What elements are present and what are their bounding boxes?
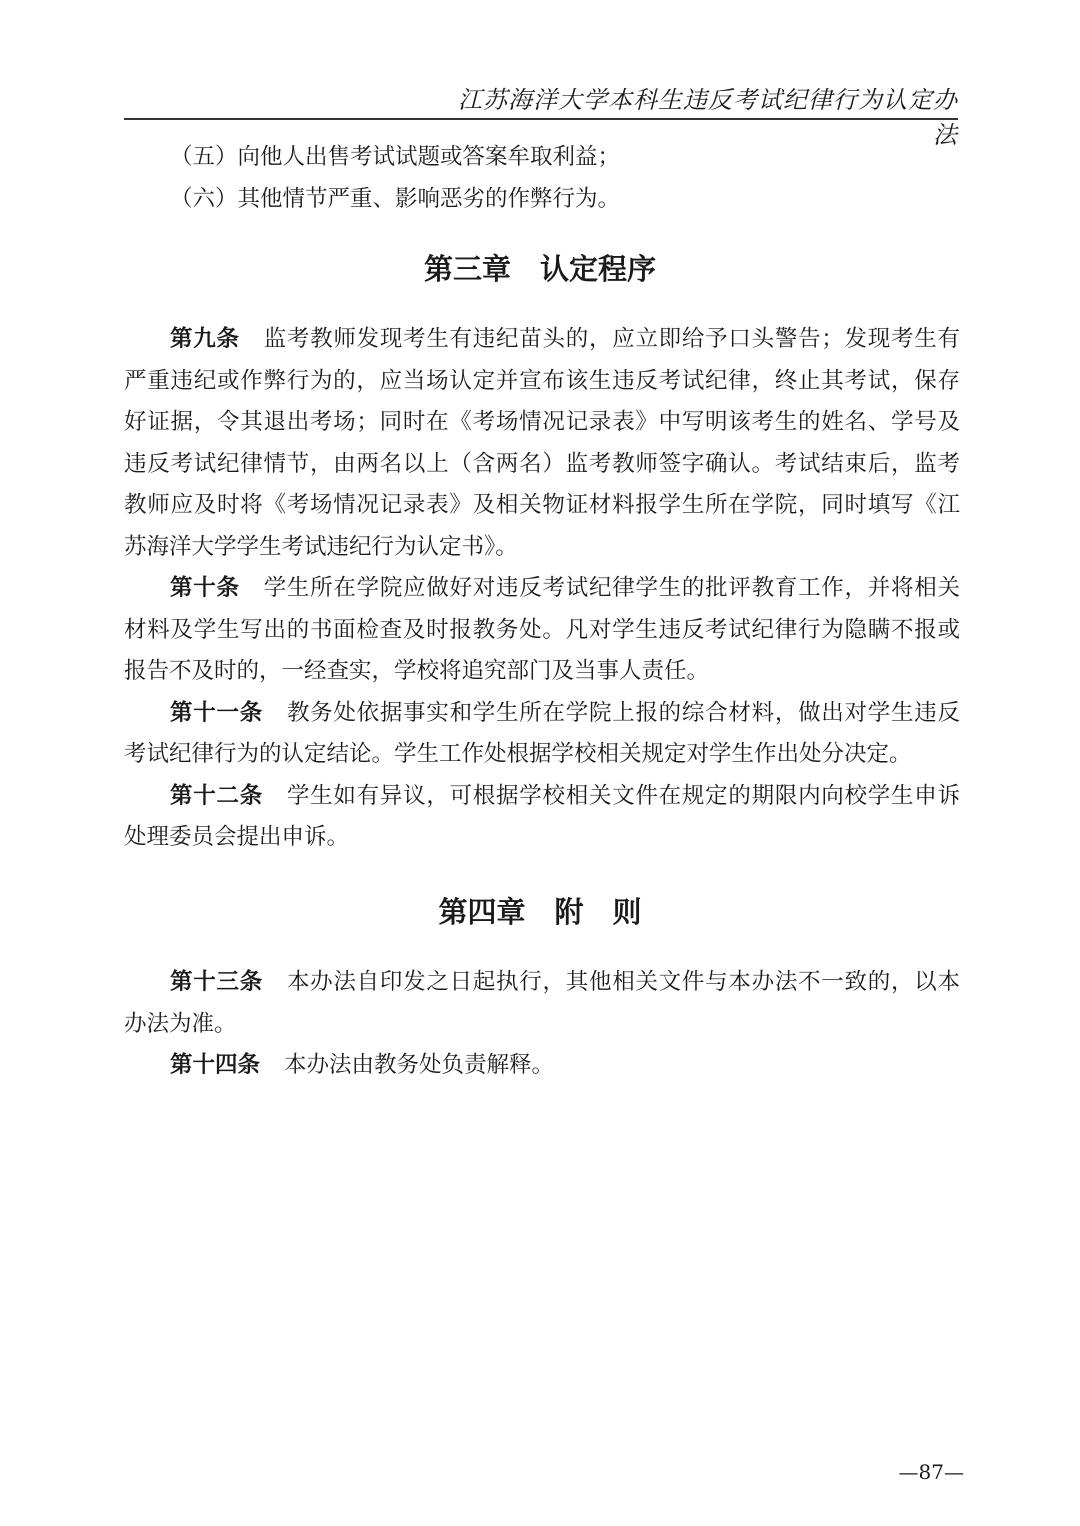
article-label: 第十三条 [170, 969, 263, 995]
article-line [124, 776, 960, 818]
article-label: 第九条 [170, 326, 240, 352]
page-number: —87— [898, 1460, 964, 1484]
article-text: 材料及学生写出的书面检查及时报教务处。凡对学生违反考试纪律行为隐瞒不报或 [124, 616, 960, 643]
article-text: 监考教师发现考生有违纪苗头的，应立即给予口头警告；发现考生有 [263, 326, 960, 352]
article-label: 第十二条 [170, 782, 263, 809]
article-line [124, 568, 960, 610]
article-text: 教师应及时将《考场情况记录表》及相关物证材料报学生所在学院，同时填写《江 [124, 492, 960, 518]
article-line [124, 1004, 960, 1046]
article-text: 好证据，令其退出考场；同时在《考场情况记录表》中写明该考生的姓名、学号及 [124, 409, 960, 435]
list-item: （五）向他人出售考试试题或答案牟取利益； [170, 144, 621, 170]
article-line [124, 651, 960, 693]
article-text: 本办法由教务处负责解释。 [284, 1052, 555, 1078]
article-text: 报告不及时的，一经查实，学校将追究部门及当事人责任。 [124, 658, 710, 684]
article-line [124, 527, 960, 569]
article-line [124, 319, 960, 361]
header-rule [124, 118, 958, 120]
list-item: （六）其他情节严重、影响恶劣的作弊行为。 [170, 185, 621, 212]
article-line [124, 402, 960, 444]
article-text: 办法为准。 [124, 1010, 237, 1037]
article-text: 教务处依据事实和学生所在学院上报的综合材料，做出对学生违反 [286, 699, 960, 726]
article-label: 第十一条 [170, 699, 263, 726]
article-line [124, 444, 960, 486]
chapter-heading: 第四章 附 则 [438, 895, 642, 929]
articles-chapter3 [124, 319, 960, 859]
chapter-heading: 第三章 认定程序 [423, 252, 656, 286]
article-line [124, 962, 960, 1004]
article-line [124, 817, 960, 859]
article-line [124, 693, 960, 735]
article-text: 苏海洋大学学生考试违纪行为认定书》。 [124, 533, 518, 560]
article-text: 处理委员会提出申诉。 [124, 824, 350, 850]
running-header: 江苏海洋大学本科生违反考试纪律行为认定办法 [458, 86, 958, 149]
list-items [124, 137, 960, 220]
article-label: 第十四条 [170, 1052, 261, 1078]
article-line [124, 610, 960, 652]
article-text: 学生如有异议，可根据学校相关文件在规定的期限内向校学生申诉 [286, 782, 960, 809]
article-line [124, 361, 960, 403]
article-line [124, 485, 960, 527]
articles-chapter4 [124, 962, 960, 1087]
article-line [124, 1045, 960, 1087]
article-text: 本办法自印发之日起执行，其他相关文件与本办法不一致的，以本 [286, 969, 960, 995]
article-text: 考试纪律行为的认定结论。学生工作处根据学校相关规定对学生作出处分决定。 [124, 741, 912, 767]
article-text: 严重违纪或作弊行为的，应当场认定并宣布该生违反考试纪律，终止其考试，保存 [124, 367, 960, 394]
article-text: 违反考试纪律情节，由两名以上（含两名）监考教师签字确认。考试结束后，监考 [124, 450, 960, 477]
article-text: 学生所在学院应做好对违反考试纪律学生的批评教育工作，并将相关 [263, 575, 960, 601]
article-label: 第十条 [170, 575, 240, 601]
article-line [124, 734, 960, 776]
